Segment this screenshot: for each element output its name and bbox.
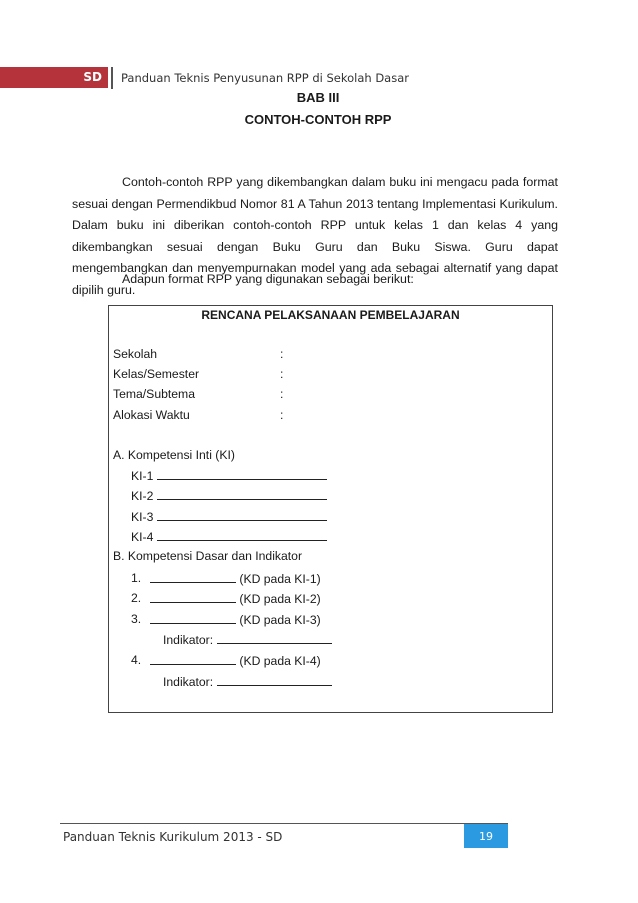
ki-item: KI-1: [131, 468, 327, 483]
kd-item-number: 3.: [131, 612, 142, 626]
footer-rule: [60, 823, 508, 824]
blank-line: [150, 571, 236, 583]
header-separator: [111, 67, 113, 89]
blank-line: [150, 591, 236, 603]
blank-line: [150, 612, 236, 624]
kd-item: (KD pada KI-1): [150, 571, 321, 586]
intro-paragraph: Contoh-contoh RPP yang dikembangkan dalam buku ini mengacu pada format sesuai dengan Permendikbud Nomor 81 A Tahun 2013 tentang Implementasi Kurikulum. Dalam buku ini diberikan contoh-contoh RPP untuk kelas 1 dan kelas 4 yang dikembangkan sesuai dengan Buku Guru dan Buku Siswa. Guru dapat mengembangkan dan menyempurnakan model yang ada sebagai alternatif yang dapat dipilih guru.: [72, 175, 558, 297]
field-colon: :: [280, 387, 284, 401]
header-badge: SD: [83, 70, 102, 84]
blank-line: [217, 674, 332, 686]
ki-item: KI-4: [131, 529, 327, 544]
blank-line: [157, 468, 327, 480]
blank-line: [217, 632, 332, 644]
header-title: Panduan Teknis Penyusunan RPP di Sekolah Dasar: [121, 71, 409, 85]
ki-item: KI-2: [131, 488, 327, 503]
blank-line: [150, 653, 236, 665]
kd-item-number: 1.: [131, 571, 142, 585]
indikator-line: Indikator:: [163, 632, 332, 647]
chapter-number: BAB III: [296, 90, 340, 105]
blank-line: [157, 509, 327, 521]
blank-line: [157, 488, 327, 500]
section-b-heading: B. Kompetensi Dasar dan Indikator: [113, 549, 303, 563]
rpp-form-title: RENCANA PELAKSANAAN PEMBELAJARAN: [201, 308, 460, 322]
field-colon: :: [280, 367, 284, 381]
footer-title: Panduan Teknis Kurikulum 2013 - SD: [63, 830, 283, 844]
field-colon: :: [280, 408, 284, 422]
kd-item-number: 4.: [131, 653, 142, 667]
kd-item: (KD pada KI-3): [150, 612, 321, 627]
kd-item: (KD pada KI-4): [150, 653, 321, 668]
field-label-sekolah: Sekolah: [113, 347, 158, 361]
format-intro-paragraph: Adapun format RPP yang digunakan sebagai berikut:: [122, 272, 414, 286]
chapter-title: CONTOH-CONTOH RPP: [244, 112, 392, 127]
field-label-kelas-semester: Kelas/Semester: [113, 367, 200, 381]
field-colon: :: [280, 347, 284, 361]
kd-item: (KD pada KI-2): [150, 591, 321, 606]
field-label-tema-subtema: Tema/Subtema: [113, 387, 195, 401]
section-a-heading: A. Kompetensi Inti (KI): [113, 448, 235, 462]
field-label-alokasi-waktu: Alokasi Waktu: [113, 408, 190, 422]
ki-item: KI-3: [131, 509, 327, 524]
page-number: 19: [479, 830, 493, 843]
blank-line: [157, 529, 327, 541]
kd-item-number: 2.: [131, 591, 142, 605]
indikator-line: Indikator:: [163, 674, 332, 689]
